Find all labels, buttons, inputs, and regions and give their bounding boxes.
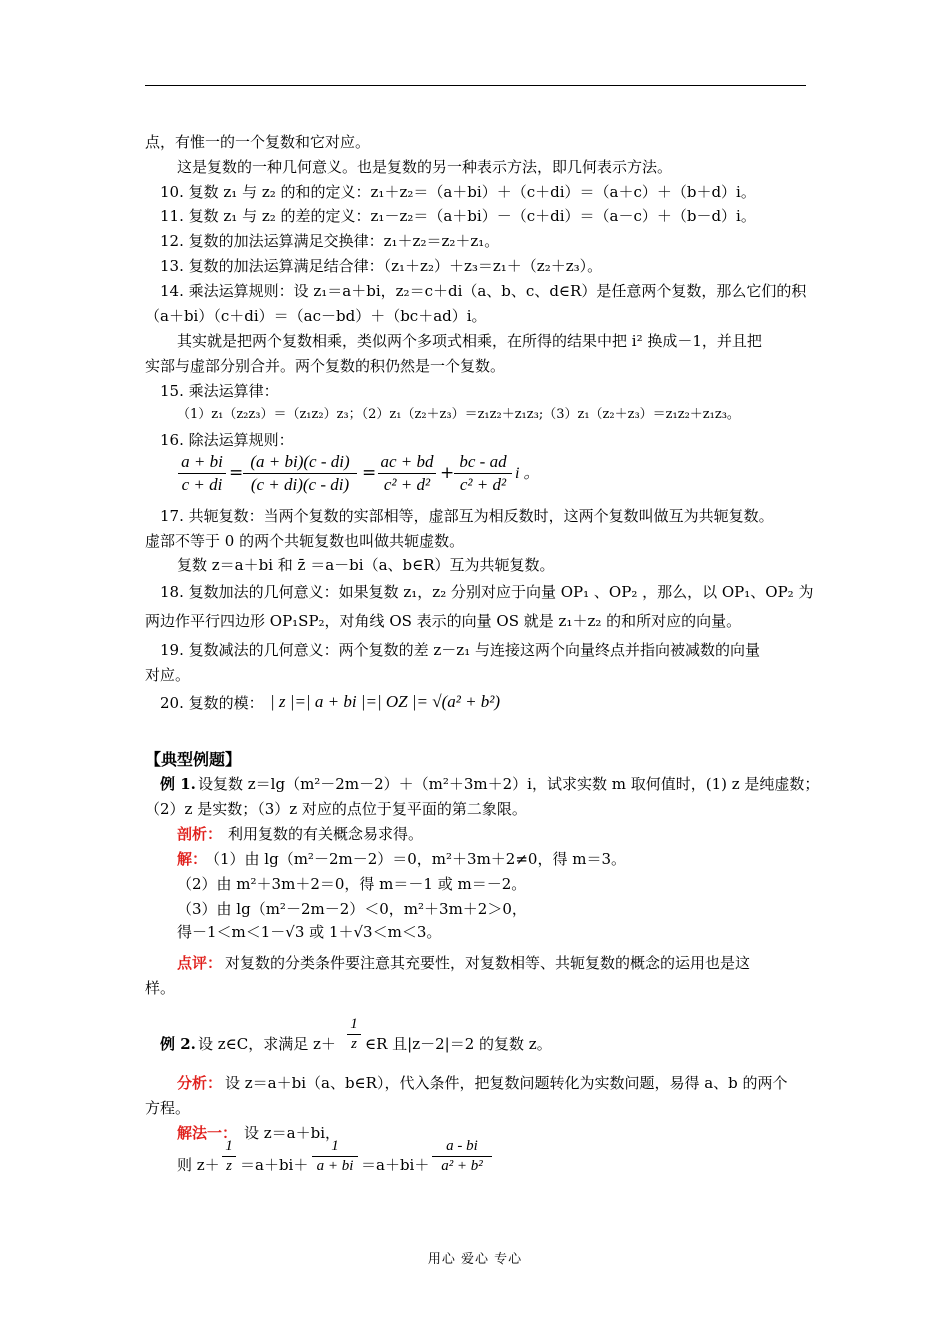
analysis-label: 分析： <box>177 1074 223 1092</box>
numerator: ac + bd <box>380 452 434 471</box>
example-2-fraction <box>347 1016 361 1053</box>
text-line: 19. 复数减法的几何意义：两个复数的差 z－z₁ 与连接这两个向量终点并指向被减数的向量 <box>160 641 760 659</box>
text-line: 对应。 <box>145 666 191 684</box>
text-line: 设复数 z＝lg（m²－2m－2）＋（m²＋3m＋2）i，试求实数 m 取何值时，(1) z 是纯虚数； <box>198 775 820 793</box>
numerator: bc - ad <box>459 452 507 471</box>
section-heading: 【典型例题】 <box>145 750 242 769</box>
plus-sign: + <box>440 463 455 483</box>
fraction-bar <box>378 473 436 474</box>
text-line: 虚部不等于 0 的两个共轭复数也叫做共轭虚数。 <box>145 532 465 550</box>
text-line: 20. 复数的模： <box>160 694 264 712</box>
text-line: 其实就是把两个复数相乘，类似两个多项式相乘，在所得的结果中把 i² 换成－1，并且把 <box>177 332 762 350</box>
text-line: 12. 复数的加法运算满足交换律：z₁＋z₂＝z₂＋z₁。 <box>160 232 500 250</box>
text-line: 则 z＋ <box>177 1156 220 1174</box>
example-2-label: 例 2. <box>160 1035 196 1053</box>
text-line: （1）由 lg（m²－2m－2）＝0，m²＋3m＋2≠0，得 m＝3。 <box>205 850 626 868</box>
text-line: 17. 共轭复数：当两个复数的实部相等，虚部互为相反数时，这两个复数叫做互为共轭复数。 <box>160 507 774 525</box>
numerator: a - bi <box>446 1138 478 1154</box>
analysis-label: 剖析： <box>177 825 223 843</box>
fraction-bar <box>454 473 512 474</box>
denominator: z <box>351 1036 357 1052</box>
text-line: 13. 复数的加法运算满足结合律：（z₁＋z₂）＋z₃＝z₁＋（z₂＋z₃）。 <box>160 257 603 275</box>
comment-label: 点评： <box>177 954 223 972</box>
solution-label: 解： <box>177 850 208 868</box>
division-fraction-3 <box>378 452 436 495</box>
then-fraction-3 <box>432 1138 492 1175</box>
division-fraction-2 <box>243 452 357 495</box>
text-line: 16. 除法运算规则： <box>160 431 294 449</box>
modulus-formula: | z |=| a + bi |=| OZ |= √(a² + b²) <box>270 692 501 711</box>
text-line: （2）z 是实数；（3）z 对应的点位于复平面的第二象限。 <box>145 800 527 818</box>
numerator: a + bi <box>181 452 223 471</box>
text-line: 设 z＝a＋bi（a、b∈R），代入条件，把复数问题转化为实数问题，易得 a、b 的两个 <box>225 1074 788 1092</box>
text-line: 复数 z＝a＋bi 和 z̄ ＝a－bi（a、b∈R）互为共轭复数。 <box>177 556 555 574</box>
equals-sign: = <box>229 463 244 483</box>
text-line: 得－1＜m＜1－√3 或 1＋√3＜m＜3。 <box>177 923 442 941</box>
denominator: c + di <box>181 475 223 494</box>
text-line: 方程。 <box>145 1099 191 1117</box>
text-line: （2）由 m²＋3m＋2＝0，得 m＝－1 或 m＝－2。 <box>177 875 527 893</box>
numerator: 1 <box>350 1016 358 1032</box>
text-line: 设 z＝a＋bi， <box>244 1124 341 1142</box>
fraction-bar <box>243 473 357 474</box>
fraction-bar <box>312 1156 358 1157</box>
division-fraction-1 <box>178 452 226 495</box>
solution-label: 解法一： <box>177 1124 238 1142</box>
text-line: （a＋bi）（c＋di）＝（ac－bd）＋（bc＋ad）i。 <box>145 307 487 325</box>
numerator: 1 <box>331 1138 339 1154</box>
numerator: 1 <box>225 1138 233 1154</box>
numerator: (a + bi)(c - di) <box>250 452 350 471</box>
text-line: 利用复数的有关概念易求得。 <box>228 825 424 843</box>
example-1-label: 例 1. <box>160 775 196 793</box>
text-line: （1）z₁（z₂z₃）＝（z₁z₂）z₃；（2）z₁（z₂＋z₃）＝z₁z₂＋z₁z₃;（3）z₁（z₂＋z₃）＝z₁z₂＋z₁z₃。 <box>177 407 740 422</box>
denominator: a² + b² <box>441 1158 483 1174</box>
division-tail: i 。 <box>515 465 540 482</box>
then-fraction-1 <box>222 1138 236 1175</box>
denominator: c² + d² <box>459 475 507 494</box>
text-line: （3）由 lg（m²－2m－2）＜0，m²＋3m＋2＞0， <box>177 900 527 918</box>
text-line: ∈R 且|z－2|＝2 的复数 z。 <box>365 1035 552 1053</box>
text-line: 11. 复数 z₁ 与 z₂ 的差的定义：z₁－z₂＝（a＋bi）－（c＋di）＝（a－c）＋（b－d）i。 <box>160 207 756 225</box>
text-line: ＝a＋bi＋ <box>240 1156 309 1174</box>
text-line: 14. 乘法运算规则：设 z₁＝a＋bi，z₂＝c＋di（a、b、c、d∈R）是任意两个复数，那么它们的积 <box>160 282 807 300</box>
denominator: c² + d² <box>383 475 431 494</box>
text-line: 18. 复数加法的几何意义：如果复数 z₁，z₂ 分别对应于向量 OP₁ 、OP₂ ，那么，以 OP₁、OP₂ 为 <box>160 583 814 601</box>
text-line: 设 z∈C，求满足 z＋ <box>198 1035 336 1053</box>
text-line: ＝a＋bi＋ <box>361 1156 430 1174</box>
text-line: 15. 乘法运算律： <box>160 382 279 400</box>
text-line: 点，有惟一的一个复数和它对应。 <box>145 133 371 151</box>
text-line: 10. 复数 z₁ 与 z₂ 的和的定义：z₁＋z₂＝（a＋bi）＋（c＋di）＝（a＋c）＋（b＋d）i。 <box>160 183 756 201</box>
text-line: 对复数的分类条件要注意其充要性，对复数相等、共轭复数的概念的运用也是这 <box>225 954 751 972</box>
page-footer: 用心 爱心 专心 <box>427 1252 523 1267</box>
text-line: 样。 <box>145 979 176 997</box>
division-fraction-4 <box>454 452 512 495</box>
fraction-bar <box>432 1156 492 1157</box>
fraction-bar <box>222 1156 236 1157</box>
denominator: a + bi <box>316 1158 354 1174</box>
then-fraction-2 <box>312 1138 358 1175</box>
text-line: 实部与虚部分别合并。两个复数的积仍然是一个复数。 <box>145 357 506 375</box>
fraction-bar <box>178 473 226 474</box>
text-line: 两边作平行四边形 OP₁SP₂，对角线 OS 表示的向量 OS 就是 z₁＋z₂ 的和所对应的向量。 <box>145 612 742 630</box>
denominator: (c + di)(c - di) <box>250 475 350 494</box>
equals-sign: = <box>362 463 377 483</box>
text-line: 这是复数的一种几何意义。也是复数的另一种表示方法，即几何表示方法。 <box>177 158 673 176</box>
fraction-bar <box>347 1034 361 1035</box>
denominator: z <box>226 1158 232 1174</box>
header-rule <box>145 85 806 86</box>
